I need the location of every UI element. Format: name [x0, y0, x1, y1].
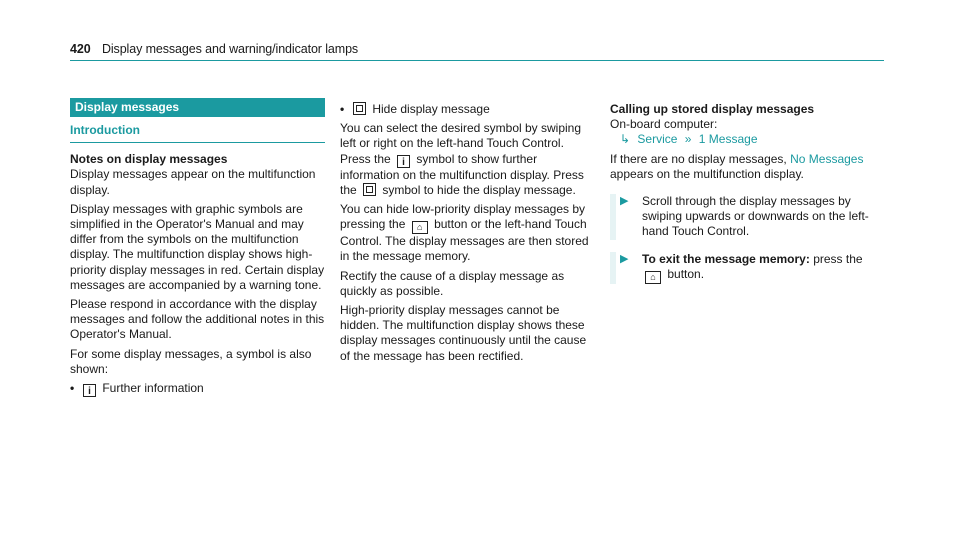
paragraph-2: Display messages with graphic symbols are simplified in the Operator's Manual and may differ from the symbols on the multifunction display. The multifunction display shows high-priority display messages in red. Certain display messages are accompanied by a warning tone.	[70, 201, 325, 292]
column-1	[70, 98, 325, 397]
section-title: Display messages	[70, 98, 325, 117]
bullet-label: Hide display message	[372, 102, 490, 116]
step-triangle-icon: ▶	[610, 252, 642, 284]
paragraph-1: Display messages appear on the multifunction display.	[70, 167, 316, 197]
text-fragment: You can select the desired symbol by swiping left or right on the left-hand Touch Control. Press the	[340, 121, 582, 166]
menu-path	[610, 132, 880, 147]
column-3	[610, 102, 880, 284]
text-fragment: button.	[667, 266, 705, 281]
page-header-title: Display messages and warning/indicator lamps	[101, 42, 359, 56]
paragraph-no-messages	[610, 152, 880, 182]
info-symbol-icon: i	[397, 155, 410, 168]
paragraph-high-priority: High-priority display messages cannot be hidden. The multifunction display shows these display messages continuously until the cause of the message has been rectified.	[340, 303, 587, 363]
header-rule	[70, 60, 884, 61]
step-text: Scroll through the display messages by swiping upwards or downwards on the left-hand Touch Control.	[642, 194, 869, 239]
step-bold-text: To exit the message memory:	[642, 251, 810, 266]
paragraph-select-symbol	[340, 121, 595, 198]
path-message: 1 Message	[698, 132, 758, 147]
home-button-icon: ⌂	[412, 221, 428, 234]
text-fragment: symbol to show further information on the multifunction display. Press the	[340, 151, 584, 197]
path-double-arrow-icon: »	[684, 132, 692, 147]
paragraph-3: Please respond in accordance with the display messages and follow the additional notes in this Operator's Manual.	[70, 297, 325, 342]
no-messages-label: No Messages	[790, 151, 864, 166]
text-fragment: press the	[813, 251, 863, 266]
info-symbol-icon: i	[83, 384, 96, 397]
message-symbol-icon	[353, 102, 366, 115]
onboard-computer-label: On-board computer:	[610, 117, 718, 132]
notes-heading: Notes on display messages	[70, 152, 228, 167]
column-2	[340, 102, 595, 368]
bullet-further-info	[70, 381, 325, 397]
step-exit	[610, 252, 880, 284]
bullet-label: Further information	[102, 381, 204, 396]
path-start-arrow-icon: ↳	[620, 132, 631, 147]
paragraph-low-priority	[340, 202, 595, 265]
bullet-dot: •	[70, 381, 75, 396]
stored-messages-heading: Calling up stored display messages	[610, 102, 815, 116]
paragraph-rectify: Rectify the cause of a display message as quickly as possible.	[340, 268, 565, 298]
message-symbol-icon	[363, 183, 376, 196]
text-fragment: appears on the multifunction display.	[610, 166, 804, 181]
page-header	[70, 42, 358, 56]
path-service: Service	[637, 132, 678, 147]
text-fragment: If there are no display messages,	[610, 151, 787, 166]
bullet-hide-message	[340, 102, 595, 117]
text-fragment: You can hide low-priority display messages by pressing the	[340, 202, 586, 232]
subsection-title: Introduction	[70, 123, 325, 143]
bullet-dot: •	[340, 102, 345, 116]
text-fragment: symbol to hide the display message.	[382, 182, 576, 197]
paragraph-4: For some display messages, a symbol is also shown:	[70, 346, 312, 376]
step-triangle-icon: ▶	[610, 194, 642, 240]
step-text	[642, 252, 880, 284]
step-scroll	[610, 194, 880, 240]
page-number: 420	[70, 42, 91, 56]
home-button-icon: ⌂	[645, 271, 661, 284]
text-fragment: button or the left-hand Touch Control. The display messages are then stored in the message memory.	[340, 217, 589, 264]
